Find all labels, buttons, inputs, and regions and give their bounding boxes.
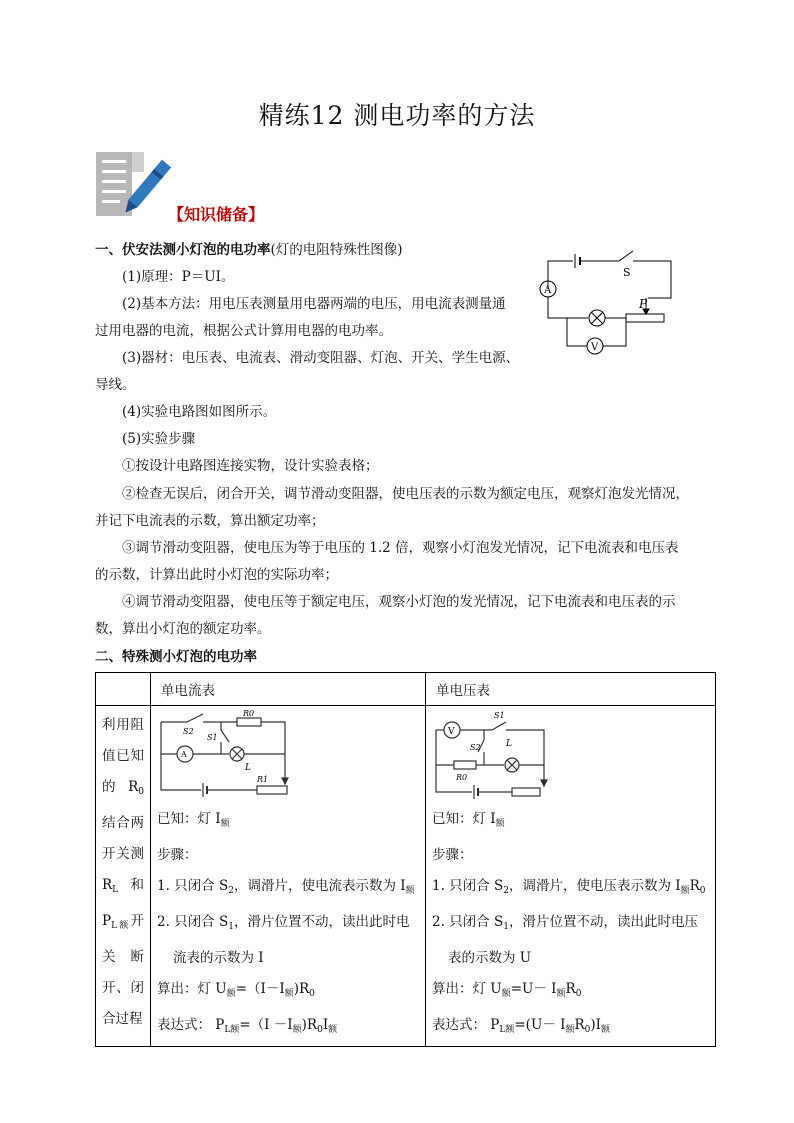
table-row: [96, 706, 716, 1047]
fig-s1-label: S1: [207, 733, 218, 742]
expression-line: 表达式： $P_{L额}=(I -I_额)R_0I_额$: [157, 1017, 338, 1035]
step-3: ③调节滑动变阻器，使电压为等于电压的 1.2 倍，观察小灯泡发光情况，记下电流表和电压表: [122, 540, 679, 556]
method-text-cont: 过用电器的电流，根据公式计算用电器的电功率。: [95, 323, 392, 339]
header-single-voltmeter: 单电压表: [426, 673, 716, 706]
table-corner: [96, 673, 151, 706]
fig-ammeter-label: A: [181, 750, 187, 759]
step-2-line: 2. 只闭合 $S_1$，滑片位置不动，读出此时电压: [432, 914, 698, 932]
equipment-text-cont: 导线。: [95, 377, 136, 393]
step-2-cont-line: 表的示数为 U: [448, 950, 532, 966]
fig-r1-label: R1: [257, 775, 269, 784]
heading-1: 一、伏安法测小灯泡的电功率(灯的电阻特殊性图像): [95, 242, 403, 258]
fig-r0-label: R0: [456, 773, 468, 782]
step-1-line: 1. 只闭合 $S_2$，调滑片，使电流表示数为 $I_额$: [157, 878, 415, 896]
steps-label: 步骤：: [157, 847, 198, 863]
fig-s2-label: S2: [183, 727, 194, 736]
calc-line: 算出：灯 $U_额=(I-I_额)R_0$: [157, 981, 315, 999]
calc-line: 算出：灯 $U_额=U- I_额R_0$: [432, 981, 582, 999]
heading-2: 二、特殊测小灯泡的电功率: [95, 649, 257, 665]
circuit-diagram: [533, 246, 681, 358]
single-voltmeter-cell: [426, 706, 716, 1047]
equipment-text: (3)器材：电压表、电流表、滑动变阻器、灯泡、开关、学生电源、: [122, 350, 520, 366]
fig-s1-label: S1: [494, 711, 505, 720]
step-1: ①按设计电路图连接实物，设计实验表格；: [122, 458, 379, 474]
fig-lamp-label: L: [506, 739, 512, 749]
method-text: (2)基本方法：用电压表测量用电器两端的电压，用电流表测量通: [122, 296, 506, 312]
diagram-text: (4)实验电路图如图所示。: [122, 404, 277, 420]
voltmeter-label: V: [591, 342, 599, 353]
switch-label: S: [623, 266, 631, 279]
page-title: 精练12 测电功率的方法: [258, 101, 536, 130]
step-1-line: 1. 只闭合 $S_2$，调滑片，使电压表示数为 $I_额R_0$: [432, 878, 706, 896]
notes-pen-icon: [94, 150, 172, 218]
known-line: 已知：灯 $I_额$: [432, 811, 505, 829]
step-3-cont: 的示数，计算出此时小灯泡的实际功率；: [95, 567, 338, 583]
single-ammeter-cell: [151, 706, 426, 1047]
principle-text: (1)原理：P＝UI。: [122, 269, 235, 285]
fig-voltmeter-label: V: [448, 727, 455, 737]
method-description: 利用阻值已知的 $R_0$结合两开关测 $R_L$和$P_{L额}$开关断开、闭合过程: [96, 706, 151, 1047]
section-label: 【知识储备】: [168, 205, 265, 224]
fig-r0-label: R0: [243, 710, 255, 718]
step-2-cont-line: 流表的示数为 I: [173, 950, 264, 966]
steps-label: 步骤：: [432, 847, 473, 863]
fig-s2-label: S2: [470, 743, 481, 752]
step-2: ②检查无误后，闭合开关，调节滑动变阻器，使电压表的示数为额定电压，观察灯泡发光情况，: [122, 486, 689, 502]
ammeter-label: A: [544, 285, 552, 296]
step-2-line: 2. 只闭合 $S_1$，滑片位置不动，读出此时电: [157, 914, 410, 932]
table-header-row: [96, 673, 716, 706]
step-4: ④调节滑动变阻器，使电压等于额定电压，观察小灯泡的发光情况，记下电流表和电压表的示: [122, 594, 676, 610]
step-2-cont: 并记下电流表的示数，算出额定功率；: [95, 513, 325, 529]
comparison-table: [95, 672, 716, 1047]
expression-line: 表达式： $P_{L额}=(U- I_额R_0)I_额$: [432, 1017, 610, 1035]
steps-heading: (5)实验步骤: [122, 431, 196, 447]
voltmeter-circuit-figure: [432, 710, 558, 802]
slider-label: P: [639, 297, 648, 311]
fig-lamp-label: L: [245, 763, 251, 773]
known-line: 已知：灯 $I_额$: [157, 811, 230, 829]
step-4-cont: 数，算出小灯泡的额定功率。: [95, 621, 271, 637]
header-single-ammeter: 单电流表: [151, 673, 426, 706]
ammeter-circuit-figure: [157, 710, 295, 802]
